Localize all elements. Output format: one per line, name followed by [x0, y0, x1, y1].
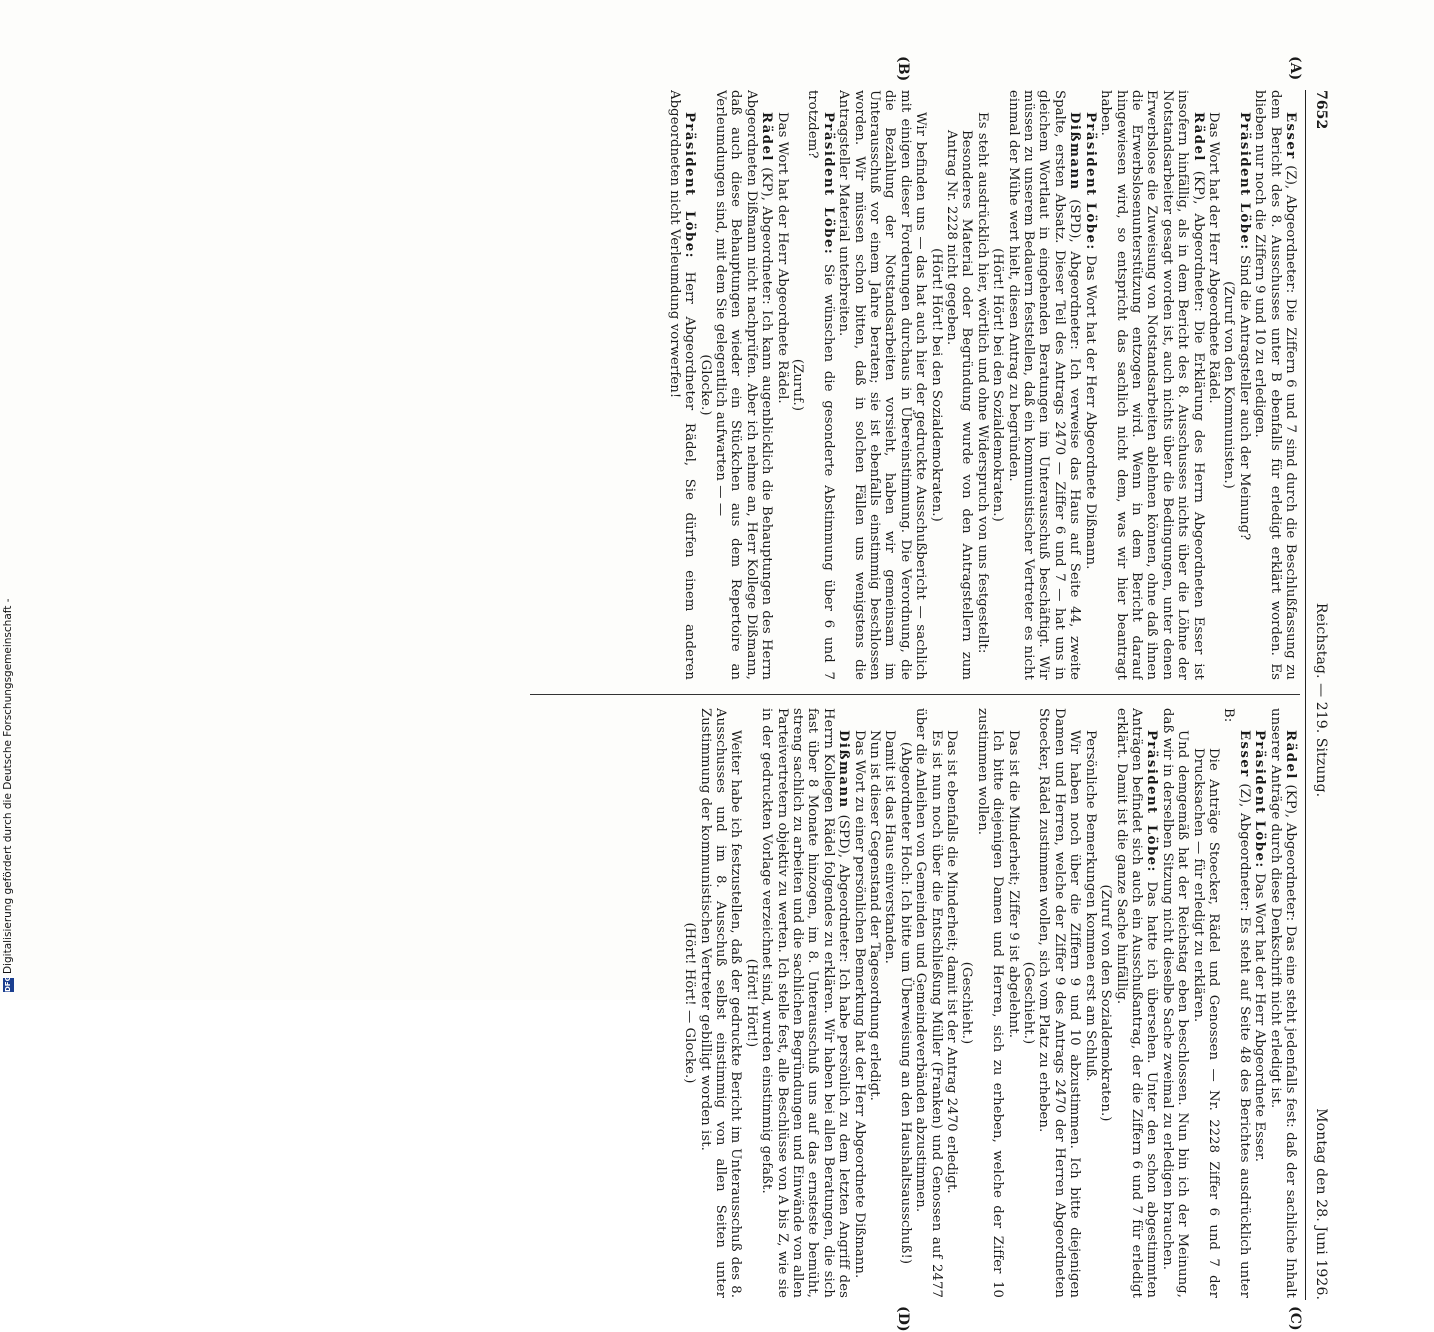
body-paragraph: Persönliche Bemerkungen kommen erst am Schluß.	[1082, 730, 1098, 1082]
interjection-note: (Hört! Hört!)	[743, 958, 759, 1048]
interjection-note: (Abgeordneter Hoch: Ich bitte um Überweisung an den Haushaltsausschuß!)	[897, 741, 913, 1265]
right-column	[538, 708, 1298, 1298]
body-paragraph: Das ist ebenfalls die Minderheit; damit ist der Antrag 2470 erledigt.	[944, 730, 960, 1194]
speaker-name: Rädel	[1190, 112, 1206, 162]
quoted-text: Die Anträge Stoecker, Rädel und Genossen — Nr. 2228 Ziffer 6 und 7 der Drucksachen — für erledigt zu erklären.	[1190, 748, 1221, 1298]
interjection-note: (Geschieht.)	[1021, 961, 1037, 1045]
quoted-text: Besonderes Material oder Begründung wurde von den Antragstellern zum Antrag Nr. 2228 nicht gegeben.	[944, 130, 975, 680]
speech-paragraph	[1252, 708, 1267, 1298]
body-paragraph: Wir befinden uns — das hat auch hier der gedruckte Ausschußbericht — sachlich mit einigen dieser Forderungen durchaus in Übereinstimmung. Die Verordnung, die die Bezahlung der Notstandsarbeiten vorsieht, haben wir gemeinsam im Unterausschuß vor einem Jahre beraten; sie ist ebenfalls einstimmig beschlossen worden. Wir müssen schon bitten, daß in solchen Fällen uns wenigstens die Antragsteller Material unterbreiten.	[836, 90, 929, 680]
speech-text: Das Wort hat der Herr Abgeordnete Esser.	[1252, 868, 1268, 1163]
session-title: Reichstag. — 219. Sitzung.	[1313, 602, 1329, 798]
speech-text: (Z), Abgeordneter: Es steht auf Seite 48 des Berichtes ausdrücklich unter B:	[1221, 708, 1252, 1298]
page-number: 7652	[1313, 90, 1329, 130]
left-column	[538, 90, 1298, 680]
interjection-note: (Zuruf von den Kommunisten.)	[1221, 281, 1237, 489]
session-date: Montag den 28. Juni 1926.	[1313, 1108, 1329, 1300]
interjection-note: (Geschieht.)	[959, 961, 975, 1045]
speech-paragraph	[1236, 90, 1251, 680]
body-paragraph: Ich bitte diejenigen Damen und Herren, sich zu erheben, welche der Ziffer 10 zustimmen wollen.	[974, 708, 1006, 1298]
body-paragraph: Weiter habe ich festzustellen, daß der gedruckte Bericht im Unterausschuß des 8. Ausschusses und im 8. Ausschuß selbst einstimmig von allen Seiten unter Zustimmung der kommunistischen Vertreter gebilligt worden ist.	[697, 708, 744, 1298]
interjection-note: (Glocke.)	[697, 354, 713, 416]
margin-mark-b: (B)	[895, 56, 911, 82]
digitization-credit-text: Digitalisierung gefördert durch die Deutsche Forschungsgemeinschaft -	[2, 598, 14, 974]
margin-mark-c: (C)	[1287, 1306, 1303, 1331]
speech-text: (KP), Abgeordneter: Das eine steht jedenfalls fest: daß der sachliche Inhalt unserer Anträge durch diese Denkschrift nicht erledigt ist.	[1267, 708, 1298, 1298]
document-page	[120, 56, 1330, 1332]
speech-paragraph	[1082, 90, 1097, 680]
speaker-name: Esser	[1236, 730, 1252, 778]
speech-text: (SPD), Abgeordneter: Ich habe persönlich zu dem letzten Angriff des Herrn Kollegen Rädel folgendes zu erklären. Wir haben bei allen Beratungen, die sich fast über 8 Monate hinzogen, im 8. Unterausschuß uns auf das ernsteste bemüht, streng sachlich zu arbeiten und die sachlichen Begründungen und Einwände von allen Parteivertretern objektiv zu werten. Ich stelle fest, alle Beschlüsse von A bis Z, wie sie in der gedruckten Vorlage verzeichnet sind, wurden einstimmig gefaßt.	[759, 708, 852, 1298]
speaker-name: Präsident Löbe:	[820, 112, 836, 256]
body-paragraph: Das Wort hat der Herr Abgeordnete Rädel.	[774, 112, 790, 404]
speaker-name: Präsident Löbe:	[1082, 112, 1098, 251]
page-header	[1305, 90, 1330, 1300]
interjection-note: (Hört! Hört! — Glocke.)	[682, 922, 698, 1084]
interjection-note: (Hört! Hört! bei den Sozialdemokraten.)	[990, 248, 1006, 522]
speech-text: Sind die Antragsteller auch der Meinung?	[1236, 250, 1252, 541]
body-paragraph: Und demgemäß hat der Reichstag eben beschlossen. Nun bin ich der Meinung, daß wir in derselben Sitzung nicht dieselbe Sache zweimal zu erledigen brauchen.	[1159, 708, 1191, 1298]
speaker-name: Präsident Löbe:	[682, 112, 698, 260]
speaker-name: Rädel	[759, 112, 775, 162]
speech-paragraph	[759, 708, 851, 1298]
speech-text: (SPD), Abgeordneter: Ich verweise das Haus auf Seite 44, zweite Spalte, ersten Absatz. Dieser Teil des Antrags 2470 — Ziffer 6 und 7 — hat uns in gleichem Wortlaut in eingehenden Beratungen im Unterausschuß beschäftigt. Wir müssen zu unserem Bedauern feststellen, daß ein kommunistischer Vertreter es nicht einmal der Mühe wert hielt, diesen Antrag zu begründen.	[1005, 90, 1083, 680]
speaker-name: Präsident Löbe:	[1236, 112, 1252, 251]
speech-text: Sie wünschen die gesonderte Abstimmung über 6 und 7 trotzdem?	[805, 90, 836, 680]
speech-paragraph	[1221, 708, 1252, 1298]
speaker-name: Esser	[1283, 112, 1298, 160]
speaker-name: Dißmann	[836, 730, 852, 809]
speech-text: (KP), Abgeordneter: Ich kann augenblicklich die Behauptungen des Herrn Abgeordneten Dißmann nicht nachprüfen. Aber ich nehme an, Herr Kollege Dißmann, daß auch diese Behauptungen wieder ein Stückchen aus dem Repertoire an Verleumdungen sind, mit dem Sie gelegentlich aufwarten — —	[712, 90, 775, 680]
digitization-credit	[2, 0, 14, 992]
body-paragraph: Es steht ausdrücklich hier, wörtlich und ohne Widerspruch von uns festgestellt:	[974, 112, 990, 654]
speech-text: (KP), Abgeordneter: Die Erklärung des Herrn Abgeordneten Esser ist insofern hinfällig, als in dem Bericht des 8. Ausschusses nichts über die Löhne der Notstandsarbeiter gesagt worden ist, auch nichts über die Bedingungen, unter denen Erwerbslose die Zuweisung von Notstandsarbeiten ablehnen können, ohne daß ihnen die Erwerbslosenunterstützung entzogen wird. Wenn in dem Bericht darauf hingewiesen wird, so entspricht das sachlich nicht dem, was wir hier beantragt haben.	[1098, 90, 1206, 680]
body-paragraph: Wir haben noch über die Ziffern 9 und 10 abzustimmen. Ich bitte diejenigen Damen und Herren, welche der Ziffer 9 des Antrags 2470 der Herren Abgeordneten Stoecker, Rädel zustimmen wollen, sich vom Platz zu erheben.	[1036, 708, 1083, 1298]
speech-text: Das hatte ich übersehen. Unter den schon abgestimmten Anträgen befindet sich auch ein Ausschußantrag, der die Ziffern 6 und 7 für erledigt erklärt. Damit ist die ganze Sache hinfällig.	[1113, 708, 1160, 1298]
interjection-note: (Hört! Hört! bei den Sozialdemokraten.)	[928, 248, 944, 522]
speaker-name: Rädel	[1283, 730, 1298, 780]
speech-paragraph	[1252, 90, 1298, 680]
margin-mark-d: (D)	[895, 1306, 911, 1332]
speech-paragraph	[1267, 708, 1298, 1298]
dfg-logo: DFG	[3, 975, 12, 992]
speech-text: Herr Abgeordneter Rädel, Sie dürfen einem anderen Abgeordneten nicht Verleumdung vorwerfen!	[666, 90, 698, 680]
speech-paragraph	[805, 90, 836, 680]
interjection-note: (Zuruf.)	[790, 358, 805, 412]
body-paragraph: Es ist nun noch über die Entschließung Müller (Franken) und Genossen auf 2477 über die Anleihen von Gemeinden und Gemeindeverbänden abzustimmen.	[913, 708, 944, 1298]
speech-paragraph	[713, 90, 775, 680]
speaker-name: Präsident Löbe:	[1252, 730, 1268, 869]
body-paragraph: Das Wort zu einer persönlichen Bemerkung hat der Herr Abgeordnete Dißmann.	[851, 730, 867, 1279]
margin-mark-a: (A)	[1287, 56, 1303, 81]
speech-text: Das Wort hat der Herr Abgeordnete Dißmann.	[1082, 250, 1098, 570]
speech-paragraph	[1113, 708, 1159, 1298]
interjection-note: (Zuruf von den Sozialdemokraten.)	[1098, 884, 1114, 1122]
body-paragraph: Damit ist das Haus einverstanden.	[882, 730, 898, 964]
body-paragraph: Das Wort hat der Herr Abgeordnete Rädel.	[1205, 112, 1221, 404]
speaker-name: Präsident Löbe:	[1144, 730, 1160, 873]
speech-paragraph	[666, 90, 697, 680]
body-paragraph: Nun ist dieser Gegenstand der Tagesordnung erledigt.	[867, 730, 883, 1101]
speech-paragraph	[1098, 90, 1206, 680]
speech-paragraph	[1005, 90, 1082, 680]
speaker-name: Dißmann	[1067, 112, 1083, 191]
column-divider	[530, 694, 1300, 695]
body-paragraph: Das ist die Minderheit; Ziffer 9 ist abgelehnt.	[1005, 730, 1021, 1038]
speech-text: (Z), Abgeordneter: Die Ziffern 6 und 7 sind durch die Beschlußfassung zu dem Bericht des 8. Ausschusses unter B ebenfalls für erledigt erklärt worden. Es blieben nur noch die Ziffern 9 und 10 zu erledigen.	[1252, 90, 1298, 680]
